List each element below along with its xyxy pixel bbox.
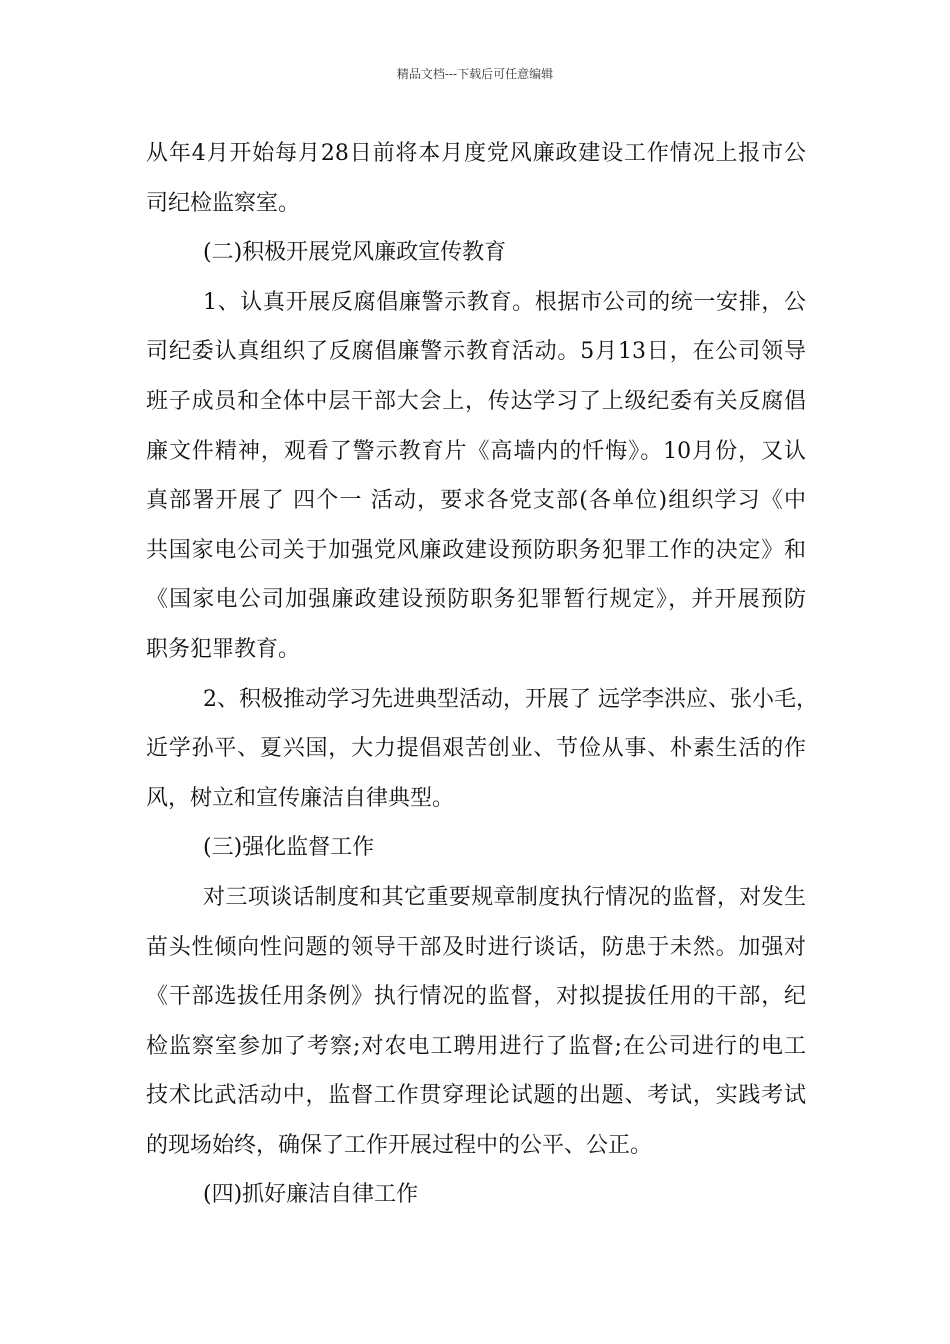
paragraph-line: 检监察室参加了考察;对农电工聘用进行了监督;在公司进行的电工 [146, 1033, 806, 1059]
paragraph-line: 《干部选拔任用条例》执行情况的监督，对拟提拔任用的干部，纪 [146, 984, 806, 1010]
paragraph-line: 共国家电公司关于加强党风廉政建设预防职务犯罪工作的决定》和 [146, 537, 806, 563]
paragraph-line: 的现场始终，确保了工作开展过程中的公平、公正。 [146, 1132, 653, 1158]
paragraph-line: 司纪检监察室。 [146, 190, 301, 216]
document-body [146, 129, 818, 1220]
paragraph-line: 近学孙平、夏兴国，大力提倡艰苦创业、节俭从事、朴素生活的作 [146, 736, 806, 762]
paragraph-line: 苗头性倾向性问题的领导干部及时进行谈话，防患于未然。加强对 [146, 934, 806, 960]
section-heading: (三)强化监督工作 [203, 835, 375, 861]
paragraph-line: 职务犯罪教育。 [146, 636, 301, 662]
paragraph-line: 真部署开展了 四个一 活动，要求各党支部(各单位)组织学习《中 [146, 488, 806, 514]
paragraph-line: 2、积极推动学习先进典型活动，开展了 远学李洪应、张小毛， [203, 686, 818, 712]
paragraph-line: 技术比武活动中，监督工作贯穿理论试题的出题、考试，实践考试 [146, 1083, 806, 1109]
paragraph-line: 司纪委认真组织了反腐倡廉警示教育活动。5月13日，在公司领导 [146, 339, 806, 365]
paragraph-line: 对三项谈话制度和其它重要规章制度执行情况的监督，对发生 [203, 884, 806, 910]
paragraph-line: 风，树立和宣传廉洁自律典型。 [146, 785, 455, 811]
section-heading: (四)抓好廉洁自律工作 [203, 1182, 419, 1208]
page-header: 精品文档---下载后可任意编辑 [396, 67, 554, 81]
paragraph-line: 班子成员和全体中层干部大会上，传达学习了上级纪委有关反腐倡 [146, 388, 806, 414]
paragraph-line: 廉文件精神，观看了警示教育片《高墙内的忏悔》。10月份，又认 [146, 438, 806, 464]
paragraph-line: 《国家电公司加强廉政建设预防职务犯罪暂行规定》，并开展预防 [146, 587, 806, 613]
paragraph-line: 1、认真开展反腐倡廉警示教育。根据市公司的统一安排，公 [203, 289, 806, 315]
paragraph-line: 从年4月开始每月28日前将本月度党风廉政建设工作情况上报市公 [146, 141, 806, 166]
section-heading: (二)积极开展党风廉政宣传教育 [203, 240, 507, 266]
